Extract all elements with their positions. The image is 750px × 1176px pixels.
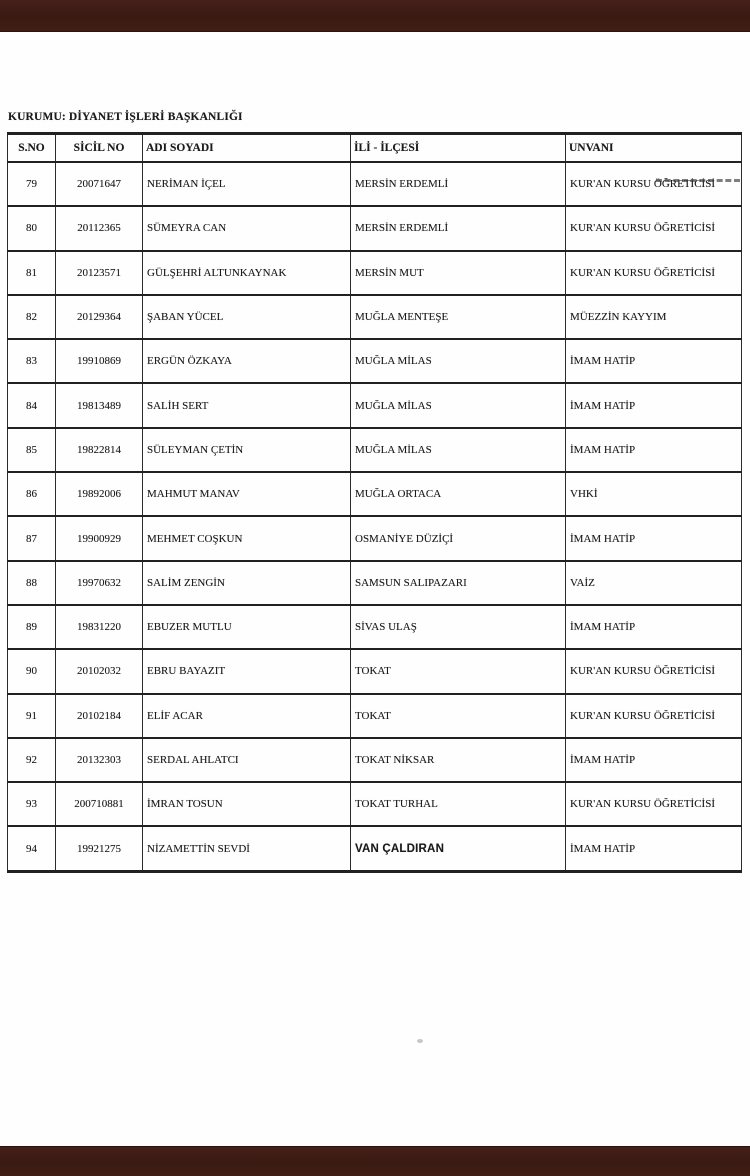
cell-ili: TOKAT xyxy=(351,649,566,693)
cell-ili: MUĞLA MİLAS xyxy=(351,383,566,427)
cell-unvan: KUR'AN KURSU ÖĞRETİCİSİ xyxy=(566,649,742,693)
table-row xyxy=(8,339,742,383)
cell-ili: OSMANİYE DÜZİÇİ xyxy=(351,516,566,560)
table-row xyxy=(8,251,742,295)
page-title: KURUMU: DİYANET İŞLERİ BAŞKANLIĞI xyxy=(8,111,243,123)
cell-ad: ELİF ACAR xyxy=(143,694,351,738)
cell-sno: 80 xyxy=(8,206,56,250)
cell-sno: 90 xyxy=(8,649,56,693)
cell-sno: 92 xyxy=(8,738,56,782)
table-row xyxy=(8,738,742,782)
personnel-table xyxy=(7,132,742,873)
cell-sno: 91 xyxy=(8,694,56,738)
cell-sicil: 19813489 xyxy=(56,383,143,427)
cell-ili: SİVAS ULAŞ xyxy=(351,605,566,649)
table-row xyxy=(8,649,742,693)
cell-unvan: KUR'AN KURSU ÖĞRETİCİSİ xyxy=(566,782,742,826)
cell-sicil: 20102032 xyxy=(56,649,143,693)
cell-ili: MUĞLA MİLAS xyxy=(351,339,566,383)
cell-ad: SÜLEYMAN ÇETİN xyxy=(143,428,351,472)
table-row xyxy=(8,206,742,250)
scan-speck xyxy=(417,1039,423,1043)
scan-smudge xyxy=(656,179,740,182)
cell-sicil: 200710881 xyxy=(56,782,143,826)
cell-ili: TOKAT NİKSAR xyxy=(351,738,566,782)
cell-ili: TOKAT TURHAL xyxy=(351,782,566,826)
cell-sno: 86 xyxy=(8,472,56,516)
cell-ad: İMRAN TOSUN xyxy=(143,782,351,826)
table-row xyxy=(8,516,742,560)
cell-unvan: KUR'AN KURSU ÖĞRETİCİSİ xyxy=(566,162,742,206)
col-header-ad: ADI SOYADI xyxy=(143,134,351,163)
table-row xyxy=(8,428,742,472)
table-row xyxy=(8,383,742,427)
cell-ad: NERİMAN İÇEL xyxy=(143,162,351,206)
table-body xyxy=(8,162,742,871)
table-row xyxy=(8,472,742,516)
cell-ili: MERSİN ERDEMLİ xyxy=(351,162,566,206)
cell-sno: 83 xyxy=(8,339,56,383)
cell-ili: MERSİN ERDEMLİ xyxy=(351,206,566,250)
table-row xyxy=(8,782,742,826)
cell-ad: EBRU BAYAZIT xyxy=(143,649,351,693)
cell-sno: 82 xyxy=(8,295,56,339)
cell-sno: 94 xyxy=(8,826,56,871)
cell-sicil: 20071647 xyxy=(56,162,143,206)
cell-ad: SERDAL AHLATCI xyxy=(143,738,351,782)
cell-sno: 79 xyxy=(8,162,56,206)
cell-sicil: 20112365 xyxy=(56,206,143,250)
cell-ili: SAMSUN SALIPAZARI xyxy=(351,561,566,605)
cell-sicil: 19900929 xyxy=(56,516,143,560)
scan-edge-bar-top xyxy=(0,0,750,32)
cell-unvan: KUR'AN KURSU ÖĞRETİCİSİ xyxy=(566,694,742,738)
cell-ili: MUĞLA ORTACA xyxy=(351,472,566,516)
col-header-sicil: SİCİL NO xyxy=(56,134,143,163)
table-row xyxy=(8,561,742,605)
table-row xyxy=(8,826,742,871)
cell-unvan: İMAM HATİP xyxy=(566,605,742,649)
cell-ili: TOKAT xyxy=(351,694,566,738)
table-row xyxy=(8,605,742,649)
cell-sno: 85 xyxy=(8,428,56,472)
cell-sno: 81 xyxy=(8,251,56,295)
cell-ad: NİZAMETTİN SEVDİ xyxy=(143,826,351,871)
table-row xyxy=(8,162,742,206)
cell-sicil: 19921275 xyxy=(56,826,143,871)
cell-unvan: İMAM HATİP xyxy=(566,428,742,472)
cell-unvan: KUR'AN KURSU ÖĞRETİCİSİ xyxy=(566,251,742,295)
cell-ili: MERSİN MUT xyxy=(351,251,566,295)
cell-unvan: İMAM HATİP xyxy=(566,516,742,560)
cell-ad: SALİM ZENGİN xyxy=(143,561,351,605)
cell-ad: GÜLŞEHRİ ALTUNKAYNAK xyxy=(143,251,351,295)
cell-sicil: 19910869 xyxy=(56,339,143,383)
cell-sno: 84 xyxy=(8,383,56,427)
cell-unvan: MÜEZZİN KAYYIM xyxy=(566,295,742,339)
cell-ad: MEHMET COŞKUN xyxy=(143,516,351,560)
cell-sno: 93 xyxy=(8,782,56,826)
cell-ad: ŞABAN YÜCEL xyxy=(143,295,351,339)
cell-ili: MUĞLA MENTEŞE xyxy=(351,295,566,339)
cell-unvan: VAİZ xyxy=(566,561,742,605)
cell-unvan: İMAM HATİP xyxy=(566,383,742,427)
scan-edge-bar-bottom xyxy=(0,1146,750,1176)
cell-sicil: 19831220 xyxy=(56,605,143,649)
cell-unvan: KUR'AN KURSU ÖĞRETİCİSİ xyxy=(566,206,742,250)
table-row xyxy=(8,694,742,738)
cell-unvan: İMAM HATİP xyxy=(566,826,742,871)
cell-sicil: 20132303 xyxy=(56,738,143,782)
cell-sno: 87 xyxy=(8,516,56,560)
cell-sicil: 20129364 xyxy=(56,295,143,339)
cell-sicil: 20102184 xyxy=(56,694,143,738)
col-header-sno: S.NO xyxy=(8,134,56,163)
cell-ili: VAN ÇALDIRAN xyxy=(351,826,566,871)
cell-unvan: VHKİ xyxy=(566,472,742,516)
table-row xyxy=(8,295,742,339)
table-header xyxy=(8,134,742,163)
cell-ad: SÜMEYRA CAN xyxy=(143,206,351,250)
cell-sicil: 20123571 xyxy=(56,251,143,295)
header-row xyxy=(8,134,742,163)
cell-ad: SALİH SERT xyxy=(143,383,351,427)
cell-sicil: 19822814 xyxy=(56,428,143,472)
cell-unvan: İMAM HATİP xyxy=(566,738,742,782)
cell-sno: 89 xyxy=(8,605,56,649)
cell-ili: MUĞLA MİLAS xyxy=(351,428,566,472)
cell-ad: EBUZER MUTLU xyxy=(143,605,351,649)
cell-sno: 88 xyxy=(8,561,56,605)
cell-ad: MAHMUT MANAV xyxy=(143,472,351,516)
cell-unvan: İMAM HATİP xyxy=(566,339,742,383)
cell-ad: ERGÜN ÖZKAYA xyxy=(143,339,351,383)
cell-sicil: 19892006 xyxy=(56,472,143,516)
cell-sicil: 19970632 xyxy=(56,561,143,605)
col-header-unvan: UNVANI xyxy=(566,134,742,163)
col-header-ili: İLİ - İLÇESİ xyxy=(351,134,566,163)
